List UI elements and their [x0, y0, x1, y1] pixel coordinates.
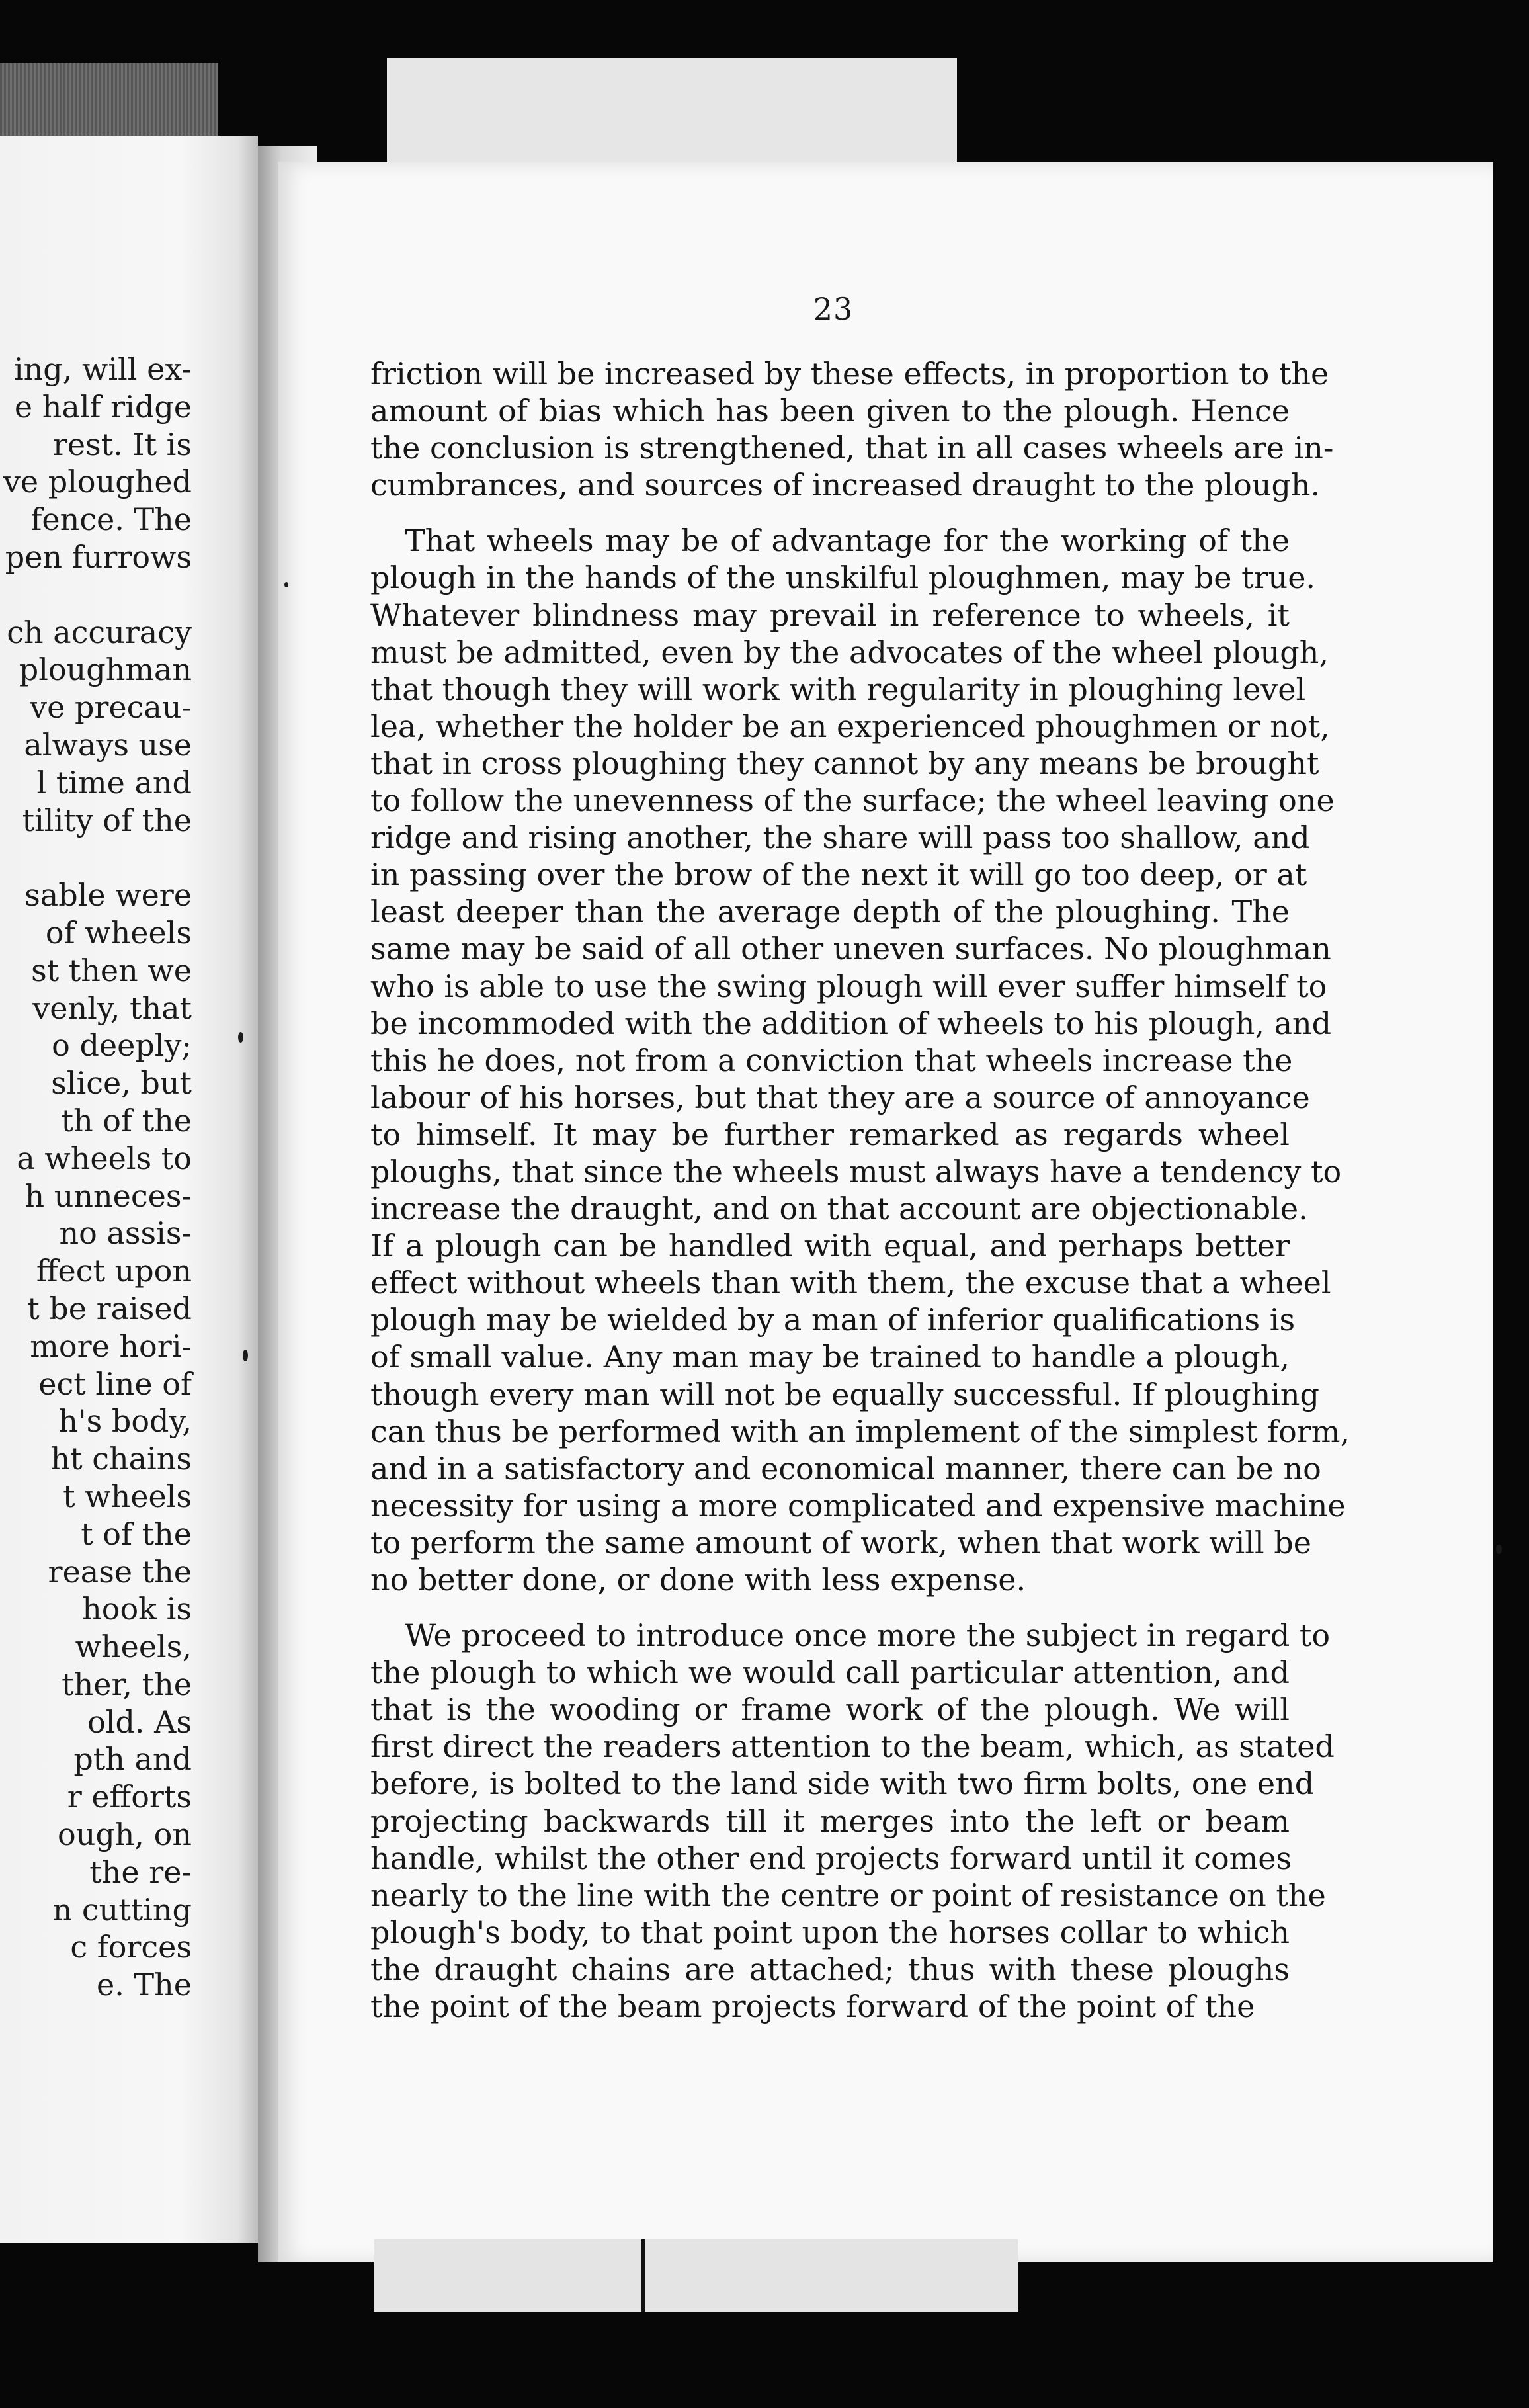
left-facing-page: [0, 136, 258, 2243]
body-line: friction will be increased by these effects, in proportion to the: [370, 356, 1329, 392]
body-line: ridge and rising another, the share will pass too shallow, and: [370, 820, 1310, 856]
body-line: ploughs, that since the wheels must always have a tendency to: [370, 1153, 1342, 1189]
body-line: in passing over the brow of the next it will go too deep, or at: [370, 857, 1307, 893]
binding-cloth: [0, 63, 218, 146]
body-line: the conclusion is strengthened, that in all cases wheels are in-: [370, 430, 1334, 466]
left-page-line: fence. The: [30, 501, 192, 538]
body-line: plough may be wielded by a man of inferior qualifications is: [370, 1302, 1296, 1338]
body-line: must be admitted, even by the advocates of the wheel plough,: [370, 634, 1329, 670]
left-page-line: rest. It is: [52, 426, 192, 462]
left-page-line: n cutting: [52, 1891, 192, 1928]
body-line: same may be said of all other uneven surfaces. No ploughman: [370, 931, 1331, 967]
body-line: and in a satisfactory and economical manner, there can be no: [370, 1450, 1321, 1486]
left-page-line: pth and: [73, 1741, 192, 1778]
margin-mark: [284, 582, 288, 587]
left-page-text: [0, 351, 192, 2004]
paragraph-gap: [370, 1598, 1290, 1617]
bottom-paper-strip: [374, 2239, 1018, 2312]
left-page-line: ffect upon: [36, 1253, 192, 1289]
body-line: the point of the beam projects forward of the point of the: [370, 1989, 1255, 2025]
left-page-line: ing, will ex-: [13, 351, 192, 387]
body-line: necessity for using a more complicated and expensive machine: [370, 1487, 1346, 1524]
body-line: lea, whether the holder be an experienced phoughmen or not,: [370, 708, 1330, 744]
body-line: the draught chains are attached; thus with these ploughs: [370, 1951, 1290, 1987]
left-page-line: a wheels to: [17, 1140, 192, 1176]
body-line: least deeper than the average depth of the ploughing. The: [370, 894, 1290, 930]
left-page-line: wheels,: [75, 1629, 192, 1665]
body-line: handle, whilst the other end projects forward until it comes: [370, 1840, 1292, 1876]
margin-mark: [238, 1032, 243, 1043]
body-line: to himself. It may be further remarked as regards wheel: [370, 1116, 1290, 1152]
body-line: of small value. Any man may be trained to handle a plough,: [370, 1339, 1290, 1375]
margin-mark: [1496, 1545, 1502, 1554]
left-page-line: t wheels: [63, 1478, 192, 1514]
body-line: that in cross ploughing they cannot by any means be brought: [370, 745, 1319, 781]
body-line: Whatever blindness may prevail in reference to wheels, it: [370, 597, 1290, 633]
left-page-line: more hori-: [30, 1328, 192, 1364]
left-page-line: ve ploughed: [3, 464, 192, 500]
left-page-line: pen furrows: [5, 538, 192, 575]
left-page-line: ch accuracy: [7, 614, 192, 650]
left-page-line: l time and: [36, 764, 192, 800]
margin-mark: [243, 1350, 248, 1361]
left-page-line: o deeply;: [52, 1027, 192, 1064]
left-page-line: h's body,: [58, 1403, 192, 1440]
body-line: that though they will work with regularity in ploughing level: [370, 671, 1306, 707]
body-line: effect without wheels than with them, the excuse that a wheel: [370, 1265, 1331, 1301]
left-page-line: slice, but: [51, 1065, 192, 1101]
left-page-line: sable were: [24, 877, 192, 914]
body-line: labour of his horses, but that they are a source of annoyance: [370, 1079, 1310, 1115]
left-page-line: tility of the: [22, 802, 192, 838]
left-page-line: ect line of: [38, 1365, 192, 1402]
left-page-line: hook is: [82, 1591, 192, 1627]
left-page-line: ough, on: [58, 1817, 192, 1853]
body-line: before, is bolted to the land side with two firm bolts, one end: [370, 1766, 1315, 1802]
body-line: the plough to which we would call particular attention, and: [370, 1655, 1290, 1691]
left-page-line: t be raised: [27, 1290, 192, 1326]
left-page-line: t of the: [81, 1516, 192, 1552]
body-line: that is the wooding or frame work of the plough. We will: [370, 1692, 1290, 1728]
left-page-line: e. The: [97, 1967, 192, 2003]
left-page-line: ther, the: [62, 1666, 192, 1702]
body-line: plough's body, to that point upon the horses collar to which: [370, 1914, 1290, 1950]
body-line: this he does, not from a conviction that wheels increase the: [370, 1042, 1293, 1078]
body-line: That wheels may be of advantage for the working of the: [405, 523, 1290, 559]
left-page-line: h unneces-: [24, 1178, 192, 1214]
strip-notch: [641, 2239, 645, 2312]
left-page-line: old. As: [87, 1703, 192, 1740]
body-line: to perform the same amount of work, when that work will be: [370, 1524, 1311, 1561]
body-line: amount of bias which has been given to the plough. Hence: [370, 393, 1290, 429]
left-page-line: no assis-: [59, 1215, 192, 1252]
left-page-line: r efforts: [67, 1779, 192, 1815]
left-page-line: st then we: [31, 952, 192, 988]
body-line: no better done, or done with less expense.: [370, 1562, 1026, 1598]
left-page-line: the re-: [89, 1854, 192, 1890]
body-line: We proceed to introduce once more the subject in regard to: [405, 1617, 1331, 1654]
left-page-line: ht chains: [50, 1441, 192, 1477]
left-page-line: rease the: [48, 1553, 192, 1590]
body-line: who is able to use the swing plough will ever suffer himself to: [370, 968, 1327, 1004]
body-line: first direct the readers attention to the beam, which, as stated: [370, 1729, 1335, 1765]
left-page-line: venly, that: [32, 990, 192, 1026]
paragraph-gap: [370, 503, 1290, 522]
body-line: be incommoded with the addition of wheels to his plough, and: [370, 1005, 1332, 1041]
left-page-line: ploughman: [19, 652, 192, 688]
left-page-line: of wheels: [45, 914, 192, 951]
body-line: If a plough can be handled with equal, and perhaps better: [370, 1228, 1290, 1264]
body-line: nearly to the line with the centre or point of resistance on the: [370, 1877, 1326, 1913]
left-page-line: c forces: [70, 1929, 192, 1965]
body-line: cumbrances, and sources of increased draught to the plough.: [370, 467, 1321, 503]
left-page-line: e half ridge: [14, 388, 192, 425]
page-body-text: [370, 355, 1350, 2025]
body-line: to follow the unevenness of the surface; the wheel leaving one: [370, 783, 1335, 819]
body-line: plough in the hands of the unskilful ploughmen, may be true.: [370, 560, 1316, 596]
left-page-line: [0, 839, 192, 877]
body-line: though every man will not be equally successful. If ploughing: [370, 1376, 1320, 1412]
left-page-line: always use: [24, 726, 192, 763]
body-line: projecting backwards till it merges into the left or beam: [370, 1803, 1290, 1839]
left-page-line: ve precau-: [30, 689, 192, 726]
left-page-line: [0, 576, 192, 614]
body-line: can thus be performed with an implement of the simplest form,: [370, 1413, 1350, 1449]
page-number: 23: [813, 291, 854, 327]
top-paper-strip: [387, 58, 957, 171]
body-line: increase the draught, and on that account are objectionable.: [370, 1191, 1308, 1227]
left-page-line: th of the: [61, 1102, 192, 1139]
